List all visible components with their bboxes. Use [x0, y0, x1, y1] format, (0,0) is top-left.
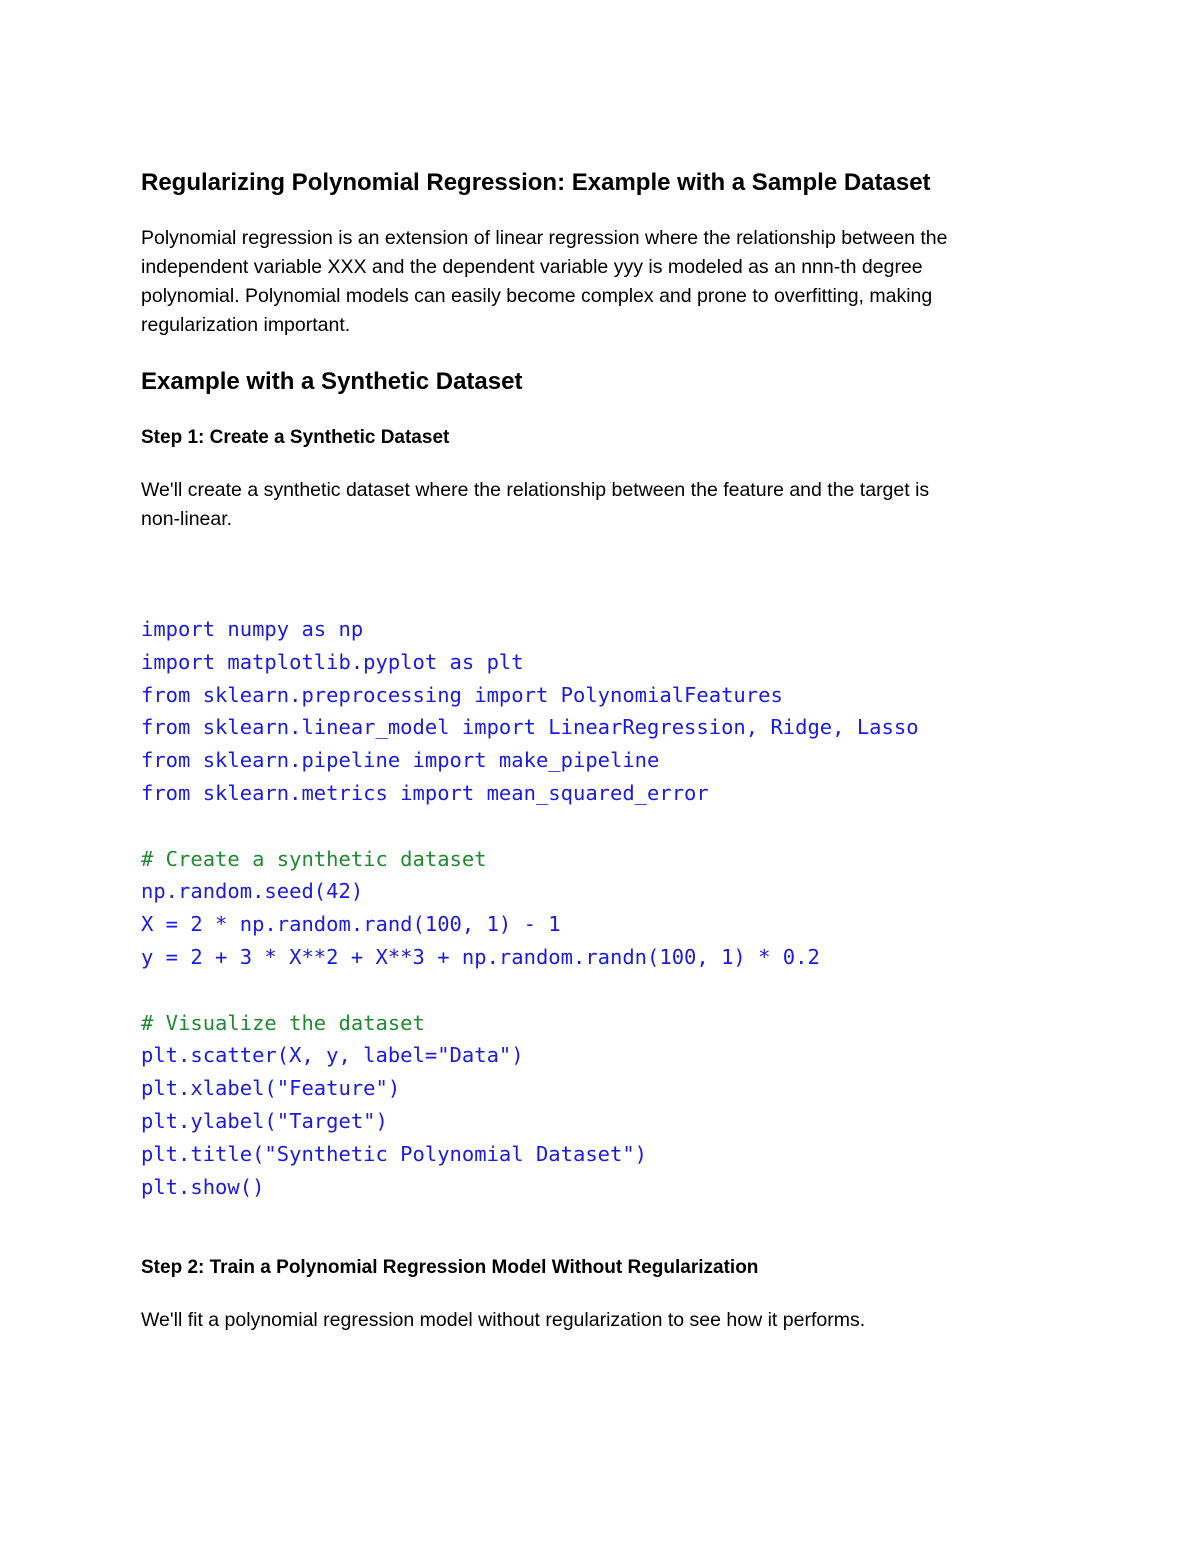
document-title: Regularizing Polynomial Regression: Example with a Sample Dataset — [141, 169, 931, 196]
intro-paragraph — [141, 224, 1071, 340]
step1-line: non-linear. — [141, 508, 233, 530]
code-line — [141, 974, 919, 1007]
intro-line: polynomial. Polynomial models can easily become complex and prone to overfitting, making — [141, 285, 933, 307]
code-line: plt.xlabel("Feature") — [141, 1076, 401, 1101]
section-heading: Example with a Synthetic Dataset — [141, 368, 523, 395]
intro-line: regularization important. — [141, 314, 351, 336]
code-comment: # Create a synthetic dataset — [141, 846, 487, 871]
code-line: plt.ylabel("Target") — [141, 1108, 388, 1133]
code-line — [141, 810, 919, 843]
code-block — [141, 613, 919, 1203]
code-line: X = 2 * np.random.rand(100, 1) - 1 — [141, 912, 561, 937]
code-line: from sklearn.metrics import mean_squared_error — [141, 780, 709, 805]
step2-line: We'll fit a polynomial regression model without regularization to see how it performs. — [141, 1309, 866, 1331]
step2-heading: Step 2: Train a Polynomial Regression Model Without Regularization — [141, 1257, 759, 1278]
code-line: np.random.seed(42) — [141, 879, 364, 904]
code-line: y = 2 + 3 * X**2 + X**3 + np.random.randn(100, 1) * 0.2 — [141, 944, 820, 969]
step2-paragraph — [141, 1306, 1071, 1335]
code-line: import matplotlib.pyplot as plt — [141, 649, 524, 674]
code-line: from sklearn.pipeline import make_pipeline — [141, 748, 660, 773]
code-comment: # Visualize the dataset — [141, 1010, 425, 1035]
intro-line: independent variable XXX and the dependent variable yyy is modeled as an nnn-th degree — [141, 256, 923, 278]
step1-heading: Step 1: Create a Synthetic Dataset — [141, 427, 450, 448]
code-line: from sklearn.preprocessing import PolynomialFeatures — [141, 682, 783, 707]
step1-line: We'll create a synthetic dataset where the relationship between the feature and the target is — [141, 479, 930, 501]
code-line: plt.title("Synthetic Polynomial Dataset") — [141, 1141, 648, 1166]
code-line: from sklearn.linear_model import LinearRegression, Ridge, Lasso — [141, 715, 919, 740]
code-line: plt.scatter(X, y, label="Data") — [141, 1043, 524, 1068]
code-line: plt.show() — [141, 1174, 265, 1199]
intro-line: Polynomial regression is an extension of linear regression where the relationship between the — [141, 227, 948, 249]
step1-paragraph — [141, 476, 1071, 534]
code-line: import numpy as np — [141, 617, 364, 641]
